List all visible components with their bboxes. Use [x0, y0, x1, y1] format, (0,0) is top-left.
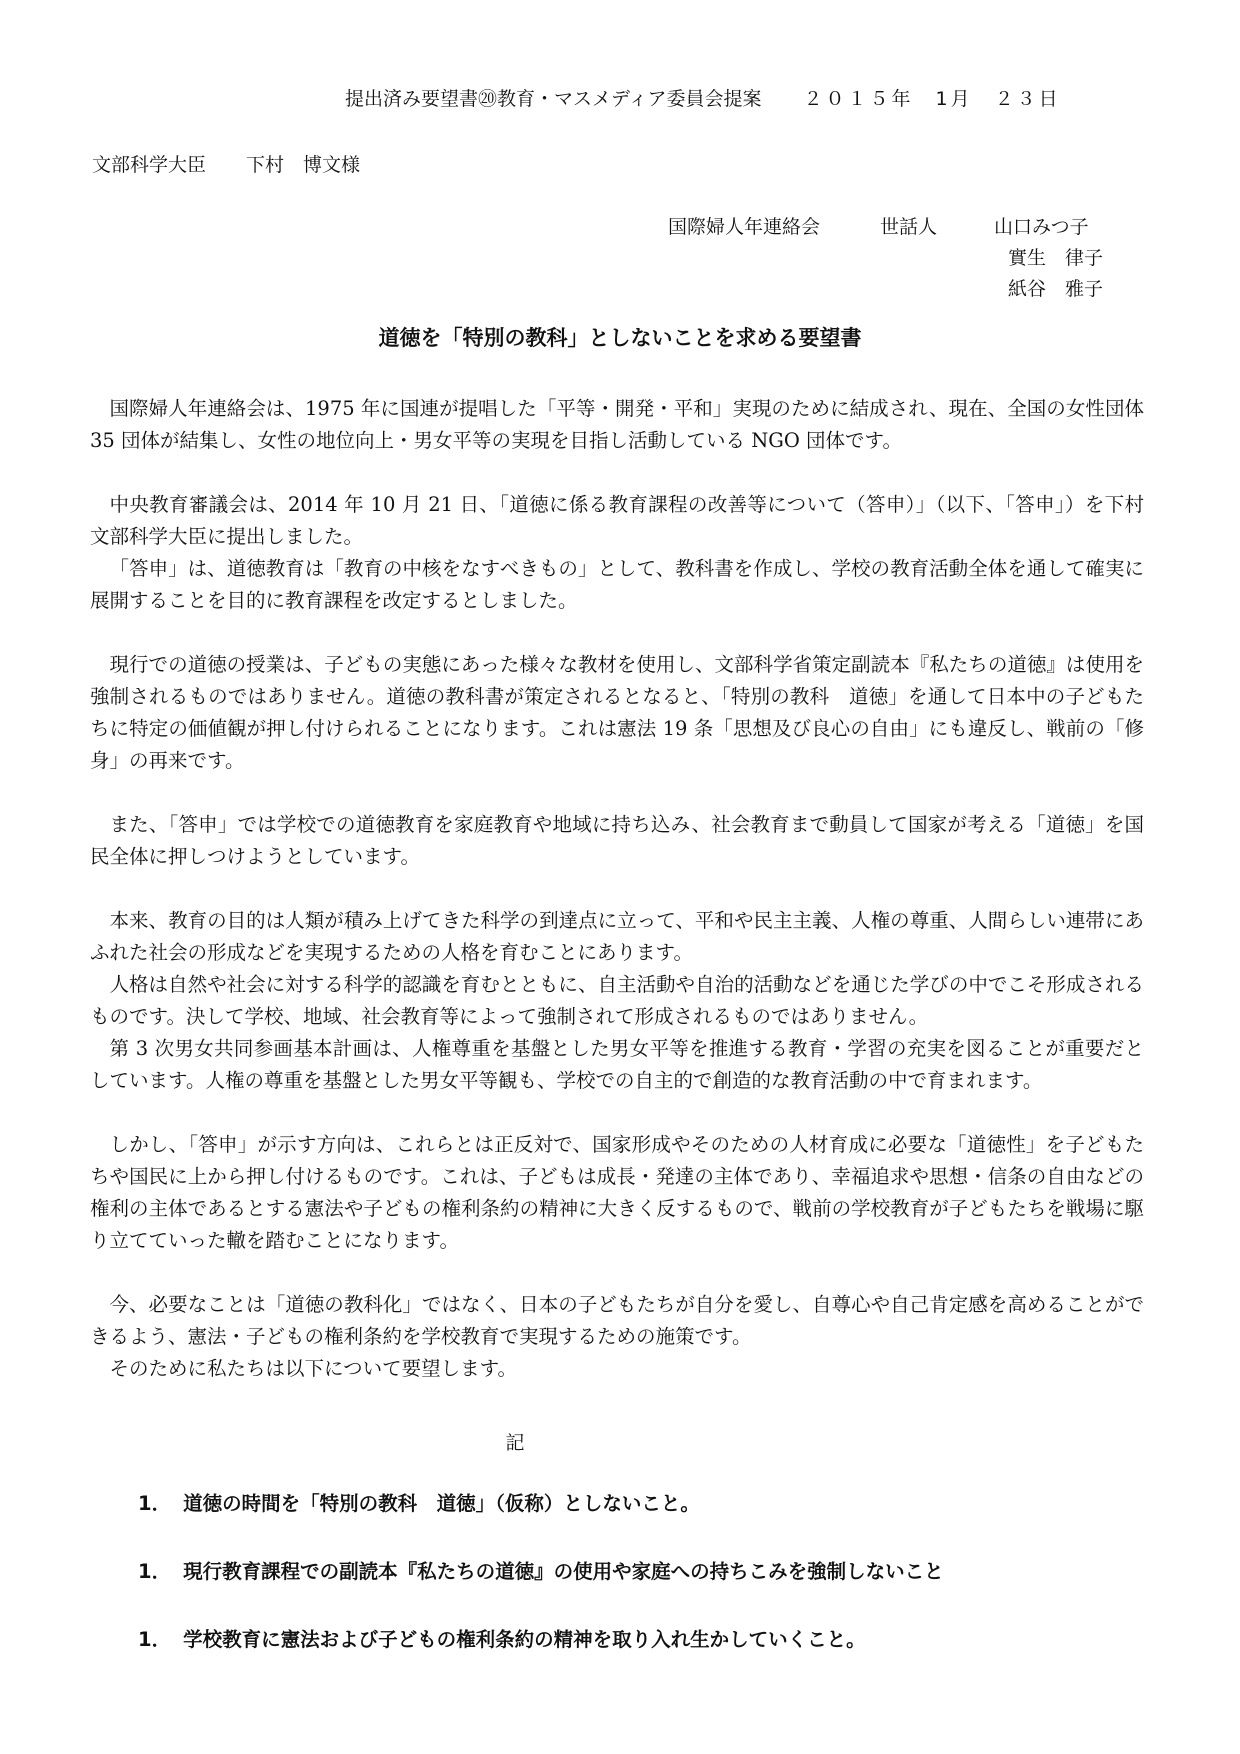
request-number: 1．: [138, 1560, 172, 1583]
body-paragraph: また、「答申」では学校での道徳教育を家庭教育や地域に持ち込み、社会教育まで動員して国家が考える「道徳」を国民全体に押しつけようとしています。: [90, 813, 1144, 868]
sender-organization: 国際婦人年連絡会: [668, 216, 821, 238]
sender-role: 世話人: [880, 216, 938, 238]
sender-name: 紙谷 雅子: [1008, 278, 1104, 300]
document-date: ２０１５年 1月 ２３日: [803, 88, 1061, 110]
ki-heading: 記: [505, 1432, 525, 1454]
document-body: [90, 393, 1144, 1385]
body-paragraph: 本来、教育の目的は人類が積み上げてきた科学の到達点に立って、平和や民主主義、人権の尊重、人間らしい連帯にあふれた社会の形成などを実現するための人格を育むことにあります。: [90, 909, 1144, 964]
addressee-name: 下村 博文様: [246, 154, 361, 176]
header-line: [345, 84, 1061, 111]
request-item: [138, 1624, 866, 1652]
request-number: 1．: [138, 1628, 172, 1651]
addressee: [92, 150, 360, 177]
body-paragraph: 今、必要なことは「道徳の教科化」ではなく、日本の子どもたちが自分を愛し、自尊心や自己肯定感を高めることができるよう、憲法・子どもの権利条約を学校教育で実現するための施策です。: [90, 1293, 1144, 1348]
request-text: 道徳の時間を「特別の教科 道徳」（仮称）としないこと。: [183, 1492, 700, 1515]
request-text: 学校教育に憲法および子どもの権利条約の精神を取り入れ生かしていくこと。: [183, 1628, 866, 1651]
body-paragraph: 人格は自然や社会に対する科学的認識を育むとともに、自主活動や自治的活動などを通じた学びの中でこそ形成されるものです。決して学校、地域、社会教育等によって強制されて形成されるものではありません。: [90, 973, 1144, 1028]
body-paragraph: 国際婦人年連絡会は、1975 年に国連が提唱した「平等・開発・平和」実現のために結成され、現在、全国の女性団体 35 団体が結集し、女性の地位向上・男女平等の実現を目指し活動している NGO 団体です。: [90, 397, 1144, 452]
body-paragraph: 「答申」は、道徳教育は「教育の中核をなすべきもの」として、教科書を作成し、学校の教育活動全体を通して確実に展開することを目的に教育課程を改定するとしました。: [90, 557, 1144, 612]
body-paragraph: しかし、「答申」が示す方向は、これらとは正反対で、国家形成やそのための人材育成に必要な「道徳性」を子どもたちや国民に上から押し付けるものです。これは、子どもは成長・発達の主体であり、幸福追求や思想・信条の自由などの権利の主体であるとする憲法や子どもの権利条約の精神に大きく反するもので、戦前の学校教育が子どもたちを戦場に駆り立てていった轍を踏むことになります。: [90, 1133, 1144, 1252]
request-item: [138, 1556, 944, 1584]
request-item: [138, 1488, 700, 1516]
body-paragraph: そのために私たちは以下について要望します。: [109, 1357, 518, 1380]
body-paragraph: 現行での道徳の授業は、子どもの実態にあった様々な教材を使用し、文部科学省策定副読本『私たちの道徳』は使用を強制されるものではありません。道徳の教科書が策定されるとなると、「特別の教科 道徳」を通して日本中の子どもたちに特定の価値観が押し付けられることになります。これは憲法 19 条「思想及び良心の自由」にも違反し、戦前の「修身」の再来です。: [90, 653, 1144, 772]
addressee-title: 文部科学大臣: [92, 154, 207, 176]
body-paragraph: 中央教育審議会は、2014 年 10 月 21 日、「道徳に係る教育課程の改善等について（答申）」（以下、「答申」）を下村文部科学大臣に提出しました。: [90, 493, 1144, 548]
reference-label: 提出済み要望書⑳教育・マスメディア委員会提案: [345, 88, 762, 110]
sender-name: 實生 律子: [1008, 247, 1104, 269]
sender-name: 山口みつ子: [994, 216, 1089, 238]
request-text: 現行教育課程での副読本『私たちの道徳』の使用や家庭への持ちこみを強制しないこと: [183, 1560, 944, 1583]
body-paragraph: 第 3 次男女共同参画基本計画は、人権尊重を基盤とした男女平等を推進する教育・学習の充実を図ることが重要だとしています。人権の尊重を基盤とした男女平等観も、学校での自主的で創造的な教育活動の中で育まれます。: [90, 1037, 1144, 1092]
document-title: 道徳を「特別の教科」としないことを求める要望書: [378, 325, 862, 350]
request-number: 1．: [138, 1492, 172, 1515]
